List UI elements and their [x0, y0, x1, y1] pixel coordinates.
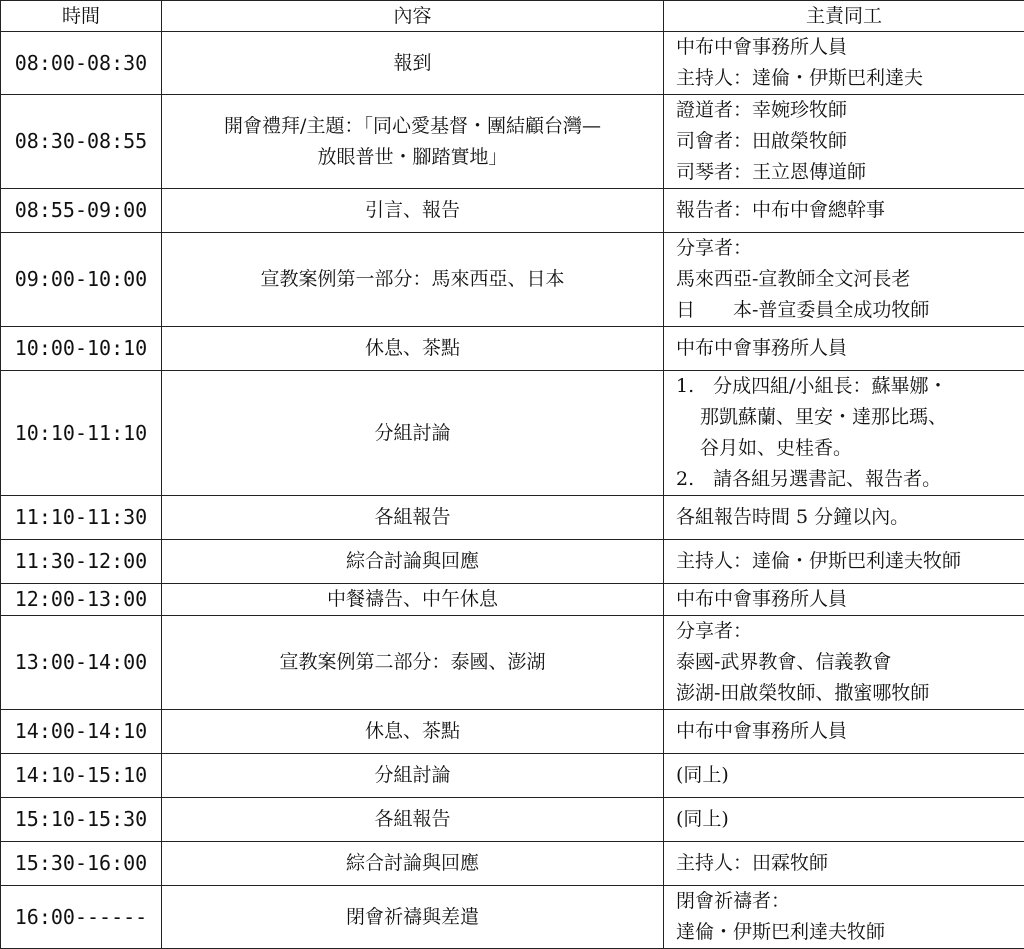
time-cell: 12:00-13:00 [1, 584, 162, 616]
staff-line: 日 本-普宣委員全成功牧師 [676, 295, 1016, 326]
staff-line: 分享者： [676, 616, 1016, 647]
time-cell: 08:30-08:55 [1, 95, 162, 189]
content-line: 開會禮拜/主題：「同心愛基督・團結顧台灣— [170, 111, 655, 142]
staff-line: (同上) [676, 760, 1016, 791]
table-row [1, 754, 1024, 798]
staff-line: 1. 分成四組/小組長：蘇畢娜・ [676, 371, 1016, 402]
staff-cell [664, 886, 1024, 949]
table-row [1, 584, 1024, 616]
staff-line: 谷月如、史桂香。 [676, 433, 1016, 464]
table-row [1, 95, 1024, 189]
table-row [1, 233, 1024, 327]
time-cell: 14:00-14:10 [1, 710, 162, 754]
staff-cell [664, 754, 1024, 798]
staff-line: 達倫・伊斯巴利達夫牧師 [676, 917, 1016, 948]
staff-cell [664, 496, 1024, 540]
content-cell [162, 95, 664, 189]
table-row [1, 798, 1024, 842]
content-line: 閉會祈禱與差遣 [170, 902, 655, 933]
content-line: 分組討論 [170, 760, 655, 791]
time-cell: 11:10-11:30 [1, 496, 162, 540]
staff-line: 主持人：達倫・伊斯巴利達夫牧師 [676, 546, 1016, 577]
staff-line: 馬來西亞-宣教師全文河長老 [676, 264, 1016, 295]
table-row [1, 540, 1024, 584]
header-row [1, 1, 1024, 32]
table-row [1, 710, 1024, 754]
content-line: 宣教案例第一部分：馬來西亞、日本 [170, 264, 655, 295]
staff-line: 閉會祈禱者： [676, 886, 1016, 917]
content-line: 分組討論 [170, 418, 655, 449]
staff-cell [664, 32, 1024, 95]
table-row [1, 496, 1024, 540]
staff-line: 澎湖-田啟榮牧師、撒蜜哪牧師 [676, 678, 1016, 709]
staff-cell [664, 189, 1024, 233]
header-content: 內容 [162, 1, 664, 32]
table-row [1, 616, 1024, 710]
content-cell [162, 886, 664, 949]
content-line: 各組報告 [170, 502, 655, 533]
staff-cell [664, 710, 1024, 754]
time-cell: 10:10-11:10 [1, 371, 162, 496]
staff-line: 中布中會事務所人員 [676, 584, 1016, 615]
content-line: 綜合討論與回應 [170, 546, 655, 577]
content-line: 休息、茶點 [170, 716, 655, 747]
staff-line: 那凱蘇蘭、里安・達那比瑪、 [676, 402, 1016, 433]
staff-cell [664, 371, 1024, 496]
staff-line: 中布中會事務所人員 [676, 333, 1016, 364]
content-cell [162, 584, 664, 616]
staff-line: 2. 請各組另選書記、報告者。 [676, 464, 1016, 495]
time-cell: 08:00-08:30 [1, 32, 162, 95]
table-row [1, 842, 1024, 886]
staff-cell [664, 584, 1024, 616]
content-cell [162, 32, 664, 95]
staff-line: 分享者： [676, 233, 1016, 264]
header-staff: 主責同工 [664, 1, 1024, 32]
content-line: 各組報告 [170, 804, 655, 835]
table-row [1, 371, 1024, 496]
staff-line: 各組報告時間 5 分鐘以內。 [676, 502, 1016, 533]
time-cell: 11:30-12:00 [1, 540, 162, 584]
time-cell: 14:10-15:10 [1, 754, 162, 798]
staff-line: (同上) [676, 804, 1016, 835]
content-cell [162, 371, 664, 496]
table-body [1, 32, 1024, 949]
table-row [1, 327, 1024, 371]
table-row [1, 886, 1024, 949]
content-line: 綜合討論與回應 [170, 848, 655, 879]
content-cell [162, 327, 664, 371]
content-cell [162, 496, 664, 540]
content-line: 休息、茶點 [170, 333, 655, 364]
content-line: 引言、報告 [170, 195, 655, 226]
staff-line: 泰國-武界教會、信義教會 [676, 647, 1016, 678]
content-cell [162, 233, 664, 327]
staff-line: 中布中會事務所人員 [676, 716, 1016, 747]
staff-line: 報告者：中布中會總幹事 [676, 195, 1016, 226]
staff-line: 中布中會事務所人員 [676, 32, 1016, 63]
staff-cell [664, 327, 1024, 371]
content-cell [162, 754, 664, 798]
time-cell: 13:00-14:00 [1, 616, 162, 710]
content-cell [162, 189, 664, 233]
staff-line: 證道者：幸婉珍牧師 [676, 95, 1016, 126]
staff-cell [664, 233, 1024, 327]
staff-line: 司琴者：王立恩傳道師 [676, 157, 1016, 188]
staff-line: 司會者：田啟榮牧師 [676, 126, 1016, 157]
content-cell [162, 540, 664, 584]
content-cell [162, 842, 664, 886]
staff-cell [664, 842, 1024, 886]
staff-cell [664, 616, 1024, 710]
staff-cell [664, 798, 1024, 842]
time-cell: 09:00-10:00 [1, 233, 162, 327]
content-line: 報到 [170, 48, 655, 79]
staff-line: 主持人：達倫・伊斯巴利達夫 [676, 63, 1016, 94]
table-row [1, 189, 1024, 233]
content-line: 中餐禱告、中午休息 [170, 584, 655, 615]
staff-cell [664, 540, 1024, 584]
time-cell: 08:55-09:00 [1, 189, 162, 233]
time-cell: 15:30-16:00 [1, 842, 162, 886]
content-line: 宣教案例第二部分：泰國、澎湖 [170, 647, 655, 678]
time-cell: 16:00------ [1, 886, 162, 949]
staff-line: 主持人：田霖牧師 [676, 848, 1016, 879]
table-row [1, 32, 1024, 95]
time-cell: 10:00-10:10 [1, 327, 162, 371]
content-line: 放眼普世・腳踏實地」 [170, 142, 655, 173]
header-time: 時間 [1, 1, 162, 32]
content-cell [162, 798, 664, 842]
staff-cell [664, 95, 1024, 189]
content-cell [162, 710, 664, 754]
time-cell: 15:10-15:30 [1, 798, 162, 842]
content-cell [162, 616, 664, 710]
table-header [1, 1, 1024, 32]
